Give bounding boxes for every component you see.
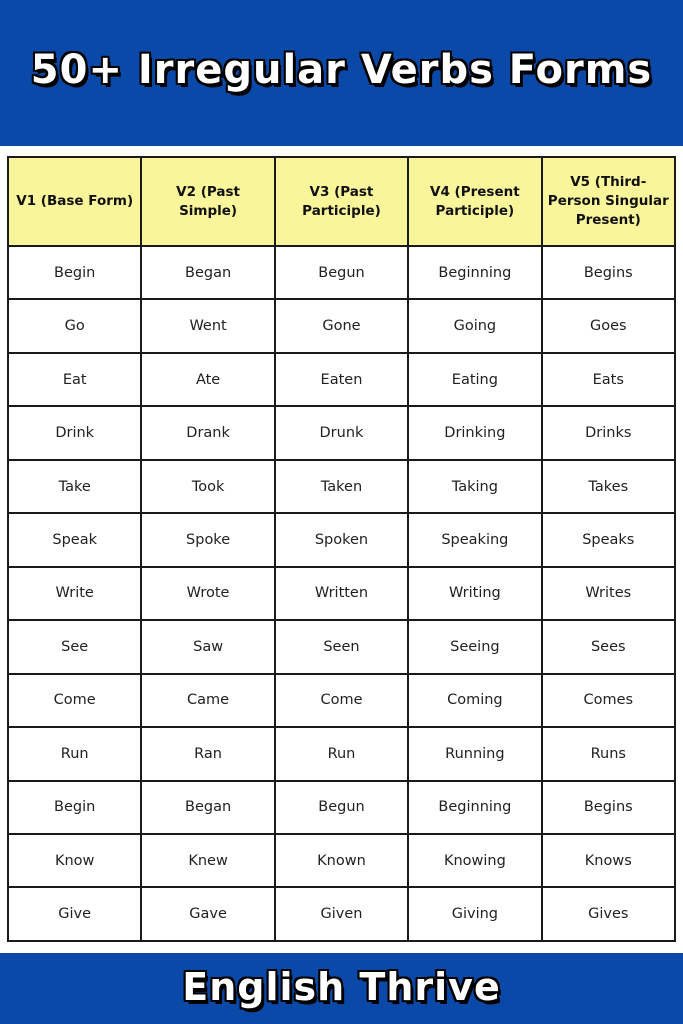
table-cell: Take [8, 460, 141, 513]
table-cell: Came [141, 674, 274, 727]
table-cell: Gave [141, 887, 274, 941]
table-row [8, 299, 675, 352]
table-cell: Eaten [275, 353, 408, 406]
table-cell: Ran [141, 727, 274, 780]
table-cell: Eat [8, 353, 141, 406]
table-cell: Come [275, 674, 408, 727]
table-cell: Coming [408, 674, 541, 727]
table-cell: Taking [408, 460, 541, 513]
table-cell: Goes [542, 299, 675, 352]
table-cell: Begins [542, 781, 675, 834]
column-header-v3: V3 (Past Participle) [275, 157, 408, 246]
table-row [8, 781, 675, 834]
table-cell: Takes [542, 460, 675, 513]
table-body [8, 246, 675, 941]
table-cell: Went [141, 299, 274, 352]
table-cell: Known [275, 834, 408, 887]
table-cell: Drunk [275, 406, 408, 459]
table-cell: Run [275, 727, 408, 780]
table-cell: Run [8, 727, 141, 780]
table-cell: Begun [275, 781, 408, 834]
table-row [8, 727, 675, 780]
table-cell: Took [141, 460, 274, 513]
table-cell: Begin [8, 246, 141, 299]
table-cell: Seeing [408, 620, 541, 673]
table-row [8, 460, 675, 513]
header-row [8, 157, 675, 246]
table-header [8, 157, 675, 246]
table-cell: Seen [275, 620, 408, 673]
table-cell: Writing [408, 567, 541, 620]
table-cell: Know [8, 834, 141, 887]
column-header-v1: V1 (Base Form) [8, 157, 141, 246]
table-cell: Speaks [542, 513, 675, 566]
table-cell: Drank [141, 406, 274, 459]
table-cell: Giving [408, 887, 541, 941]
table-cell: Beginning [408, 781, 541, 834]
table-cell: Wrote [141, 567, 274, 620]
table-cell: Come [8, 674, 141, 727]
table-cell: Written [275, 567, 408, 620]
table-cell: Saw [141, 620, 274, 673]
table-cell: Write [8, 567, 141, 620]
table-cell: Began [141, 781, 274, 834]
table-cell: Began [141, 246, 274, 299]
table-row [8, 620, 675, 673]
table-cell: Speak [8, 513, 141, 566]
table-cell: Drinks [542, 406, 675, 459]
table-cell: Spoke [141, 513, 274, 566]
table-cell: Eating [408, 353, 541, 406]
table-cell: Knew [141, 834, 274, 887]
table-cell: Begins [542, 246, 675, 299]
footer-banner [0, 953, 683, 1024]
table-cell: Gives [542, 887, 675, 941]
table-row [8, 246, 675, 299]
table-cell: Sees [542, 620, 675, 673]
table-row [8, 834, 675, 887]
table-cell: Taken [275, 460, 408, 513]
table-cell: Knowing [408, 834, 541, 887]
table-cell: Drink [8, 406, 141, 459]
table-cell: Comes [542, 674, 675, 727]
verb-forms-table [7, 156, 676, 942]
table-row [8, 406, 675, 459]
table-cell: Begun [275, 246, 408, 299]
table-cell: See [8, 620, 141, 673]
table-cell: Gone [275, 299, 408, 352]
table-cell: Eats [542, 353, 675, 406]
column-header-v5: V5 (Third-Person Singular Present) [542, 157, 675, 246]
table-cell: Beginning [408, 246, 541, 299]
table-cell: Spoken [275, 513, 408, 566]
brand-name: English Thrive [182, 964, 501, 1009]
table-cell: Give [8, 887, 141, 941]
page-title: 50+ Irregular Verbs Forms [30, 47, 653, 93]
table-cell: Runs [542, 727, 675, 780]
column-header-v4: V4 (Present Participle) [408, 157, 541, 246]
table-cell: Go [8, 299, 141, 352]
table-row [8, 674, 675, 727]
column-header-v2: V2 (Past Simple) [141, 157, 274, 246]
title-banner [0, 0, 683, 146]
table-cell: Knows [542, 834, 675, 887]
table-row [8, 353, 675, 406]
table-cell: Ate [141, 353, 274, 406]
table-cell: Drinking [408, 406, 541, 459]
table-cell: Given [275, 887, 408, 941]
table-row [8, 567, 675, 620]
table-cell: Running [408, 727, 541, 780]
table-cell: Begin [8, 781, 141, 834]
table-cell: Speaking [408, 513, 541, 566]
table-cell: Writes [542, 567, 675, 620]
table-row [8, 887, 675, 941]
table-row [8, 513, 675, 566]
table-cell: Going [408, 299, 541, 352]
verb-table-container [7, 156, 676, 942]
